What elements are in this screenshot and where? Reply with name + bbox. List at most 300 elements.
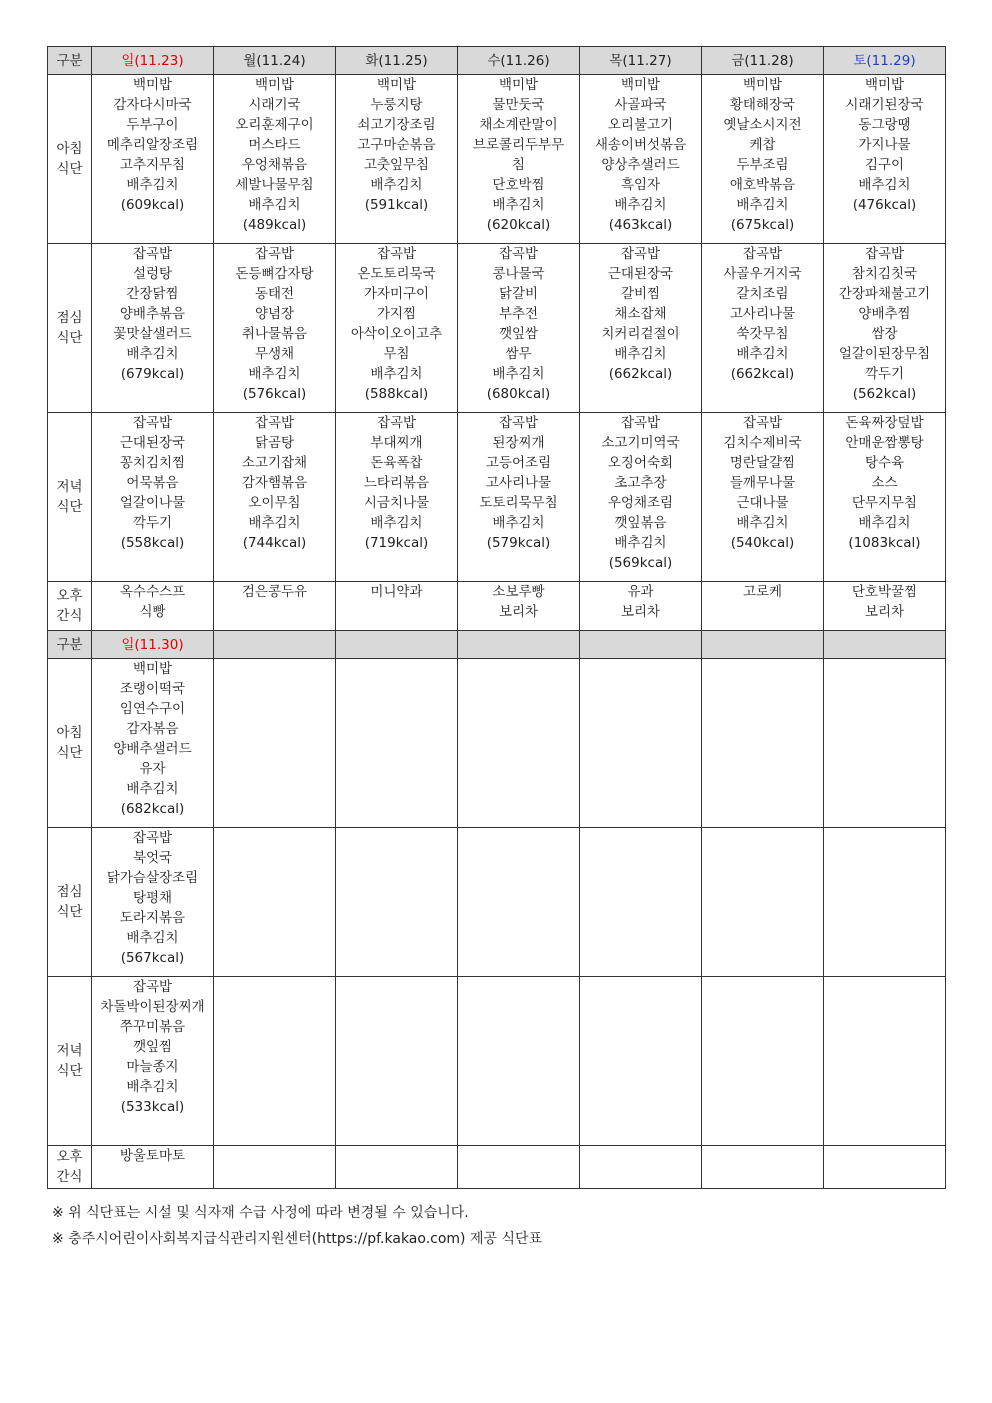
menu-item: 배추김치 [126, 1079, 179, 1095]
menu-item: 잡곡밥 [254, 246, 295, 262]
menu-item: 물만둣국 [492, 97, 545, 113]
menu-item: 꽁치김치찜 [119, 455, 186, 471]
breakfast-label [48, 659, 92, 828]
lunch-cell [92, 828, 214, 977]
snack-label [48, 582, 92, 631]
menu-item: 침 [511, 157, 526, 173]
menu-item: 양배추샐러드 [113, 741, 192, 757]
menu-item: (591kcal) [364, 197, 429, 213]
menu-item: 배추김치 [736, 515, 789, 531]
menu-item: 오이무침 [248, 495, 301, 511]
menu-item: 백미밥 [132, 77, 173, 93]
menu-item: 쌈무 [505, 346, 532, 362]
menu-item: (558kcal) [120, 535, 185, 551]
menu-item: 배추김치 [248, 197, 301, 213]
menu-item: (675kcal) [730, 217, 795, 233]
snack-cell [702, 582, 824, 631]
menu-item: 느타리볶음 [363, 475, 430, 491]
day-header: 화(11.25) [336, 47, 458, 75]
menu-item: 잡곡밥 [376, 415, 417, 431]
snack-cell-empty [580, 1146, 702, 1189]
menu-item: 쇠고기장조림 [357, 117, 436, 133]
day-header: 토(11.29) [824, 47, 946, 75]
menu-item: 잡곡밥 [376, 246, 417, 262]
dinner-label-line: 저녁 [56, 1043, 83, 1059]
breakfast-cell-empty [824, 659, 946, 828]
menu-item: 사골파국 [614, 97, 667, 113]
menu-item: 채소계란말이 [479, 117, 558, 133]
dinner-cell-empty [580, 977, 702, 1146]
menu-item: (533kcal) [120, 1099, 185, 1115]
week2-dinner-row [48, 977, 946, 1146]
week2-lunch-row [48, 828, 946, 977]
menu-item: 콩나물국 [492, 266, 545, 282]
week2-header-row [48, 631, 946, 659]
breakfast-label-line: 아침 [56, 141, 83, 157]
menu-item: 탕수육 [864, 455, 905, 471]
lunch-cell-empty [824, 828, 946, 977]
menu-item: 부대찌개 [370, 435, 423, 451]
menu-item: (569kcal) [608, 555, 673, 571]
menu-item: (540kcal) [730, 535, 795, 551]
note-change-notice: ※ 위 식단표는 시설 및 식자재 수급 사정에 따라 변경될 수 있습니다. [52, 1205, 469, 1221]
menu-item: 옛날소시지전 [723, 117, 802, 133]
menu-item: 잡곡밥 [498, 415, 539, 431]
menu-item: 동태전 [254, 286, 295, 302]
snack-cell-empty [336, 1146, 458, 1189]
menu-item: 메추리알장조림 [106, 137, 199, 153]
menu-item: 부추전 [498, 306, 539, 322]
menu-item: 배추김치 [614, 197, 667, 213]
breakfast-cell [824, 75, 946, 244]
menu-item: 유과 [627, 584, 654, 600]
menu-item: (476kcal) [852, 197, 917, 213]
day-header-empty [336, 631, 458, 659]
menu-item: 가자미구이 [363, 286, 430, 302]
menu-item: 양배추찜 [858, 306, 911, 322]
menu-item: 잡곡밥 [132, 979, 173, 995]
menu-item: 배추김치 [492, 197, 545, 213]
lunch-cell [92, 244, 214, 413]
menu-item: 두부조림 [736, 157, 789, 173]
menu-item: 김구이 [864, 157, 905, 173]
menu-item: 임연수구이 [119, 701, 186, 717]
menu-item: 잡곡밥 [742, 246, 783, 262]
menu-item: (682kcal) [120, 801, 185, 817]
dinner-label-line: 저녁 [56, 479, 83, 495]
lunch-cell [214, 244, 336, 413]
menu-item: 우엉채조림 [607, 495, 674, 511]
menu-item: 배추김치 [492, 515, 545, 531]
dinner-cell [214, 413, 336, 582]
menu-item: 닭가슴살장조림 [106, 870, 199, 886]
dinner-cell [702, 413, 824, 582]
footnotes [52, 1200, 542, 1252]
menu-item: 근대된장국 [119, 435, 186, 451]
breakfast-cell [580, 75, 702, 244]
dinner-cell-empty [458, 977, 580, 1146]
snack-cell-empty [458, 1146, 580, 1189]
dinner-cell [336, 413, 458, 582]
day-header-empty [580, 631, 702, 659]
division-label: 구분 [48, 47, 92, 75]
menu-item: 얼갈이나물 [119, 495, 186, 511]
menu-item: 깍두기 [132, 515, 173, 531]
menu-item: 배추김치 [736, 197, 789, 213]
menu-item: 도토리묵무침 [479, 495, 558, 511]
day-header: 금(11.28) [702, 47, 824, 75]
menu-item: 우엉채볶음 [241, 157, 308, 173]
dinner-label-line: 식단 [56, 499, 83, 515]
week1-lunch-row [48, 244, 946, 413]
menu-item: 설렁탕 [132, 266, 173, 282]
snack-cell [92, 1146, 214, 1189]
menu-item: 잡곡밥 [620, 415, 661, 431]
breakfast-cell-empty [458, 659, 580, 828]
dinner-cell [580, 413, 702, 582]
menu-item: 동그랑땡 [858, 117, 911, 133]
menu-item: 방울토마토 [119, 1148, 186, 1164]
menu-item: 배추김치 [858, 515, 911, 531]
breakfast-cell [92, 75, 214, 244]
menu-item: 잡곡밥 [620, 246, 661, 262]
week2-breakfast-row [48, 659, 946, 828]
lunch-cell-empty [580, 828, 702, 977]
menu-item: 잡곡밥 [498, 246, 539, 262]
snack-cell [214, 582, 336, 631]
menu-item: 양념장 [254, 306, 295, 322]
menu-item: 황태해장국 [729, 97, 796, 113]
menu-item: 백미밥 [376, 77, 417, 93]
lunch-cell-empty [214, 828, 336, 977]
menu-item: 탕평채 [132, 890, 173, 906]
menu-item: 오리불고기 [607, 117, 674, 133]
menu-item: 된장찌개 [492, 435, 545, 451]
menu-item: 가지찜 [376, 306, 417, 322]
dinner-label [48, 413, 92, 582]
menu-item: 쑥갓무침 [736, 326, 789, 342]
menu-item: 오징어숙회 [607, 455, 674, 471]
menu-item: 유자 [139, 761, 166, 777]
menu-item: 보리차 [620, 604, 661, 620]
menu-item: 갈치조림 [736, 286, 789, 302]
lunch-label [48, 828, 92, 977]
snack-cell-empty [824, 1146, 946, 1189]
menu-item: 배추김치 [614, 535, 667, 551]
menu-item: 닭곰탕 [254, 435, 295, 451]
breakfast-label-line: 식단 [56, 161, 83, 177]
menu-item: 김치수제비국 [723, 435, 802, 451]
menu-item: 깻잎볶음 [614, 515, 667, 531]
menu-item: 두부구이 [126, 117, 179, 133]
menu-item: (588kcal) [364, 386, 429, 402]
lunch-label-line: 점심 [56, 884, 83, 900]
menu-item: 배추김치 [248, 515, 301, 531]
menu-item: 조랭이떡국 [119, 681, 186, 697]
lunch-cell-empty [702, 828, 824, 977]
menu-item: 안매운짬뽕탕 [845, 435, 924, 451]
menu-item: 새송이버섯볶음 [594, 137, 687, 153]
menu-item: 무생채 [254, 346, 295, 362]
menu-item: 쌈장 [871, 326, 898, 342]
menu-item: 백미밥 [742, 77, 783, 93]
lunch-cell [824, 244, 946, 413]
dinner-cell-empty [336, 977, 458, 1146]
snack-cell [458, 582, 580, 631]
lunch-label-line: 점심 [56, 310, 83, 326]
week1-breakfast-row [48, 75, 946, 244]
week2-snack-row [48, 1146, 946, 1189]
menu-item: 시금치나물 [363, 495, 430, 511]
menu-item: (576kcal) [242, 386, 307, 402]
snack-cell-empty [702, 1146, 824, 1189]
breakfast-label-line: 아침 [56, 725, 83, 741]
menu-item: (620kcal) [486, 217, 551, 233]
snack-cell-empty [214, 1146, 336, 1189]
menu-item: 미니약과 [370, 584, 423, 600]
menu-item: 백미밥 [498, 77, 539, 93]
menu-item: 취나물볶음 [241, 326, 308, 342]
lunch-label-line: 식단 [56, 904, 83, 920]
menu-item: (680kcal) [486, 386, 551, 402]
menu-item: 단무지무침 [851, 495, 918, 511]
day-header: 일(11.23) [92, 47, 214, 75]
menu-item: 참치김칫국 [851, 266, 918, 282]
menu-item: 잡곡밥 [864, 246, 905, 262]
menu-item: 어묵볶음 [126, 475, 179, 491]
snack-label-line: 오후 [56, 1149, 83, 1165]
menu-item: 도라지볶음 [119, 910, 186, 926]
menu-item: 백미밥 [620, 77, 661, 93]
menu-item: 케찹 [749, 137, 776, 153]
menu-item: 깻잎찜 [132, 1039, 173, 1055]
menu-item: 돈육짜장덮밥 [845, 415, 924, 431]
note-source: ※ 충주시어린이사회복지급식관리지원센터(https://pf.kakao.com) 제공 식단표 [52, 1231, 543, 1247]
menu-item: 세발나물무침 [235, 177, 314, 193]
menu-item: (579kcal) [486, 535, 551, 551]
menu-item: (567kcal) [120, 950, 185, 966]
snack-label-line: 간식 [56, 608, 83, 624]
breakfast-cell-empty [336, 659, 458, 828]
menu-item: 돈육폭찹 [370, 455, 423, 471]
menu-item: 고로케 [742, 584, 783, 600]
menu-item: 단호박꿀찜 [851, 584, 918, 600]
menu-item: 고구마순볶음 [357, 137, 436, 153]
menu-item: 쭈꾸미볶음 [119, 1019, 186, 1035]
menu-item: 배추김치 [126, 781, 179, 797]
menu-item: 사골우거지국 [723, 266, 802, 282]
menu-item: 배추김치 [370, 366, 423, 382]
snack-cell [580, 582, 702, 631]
lunch-cell-empty [336, 828, 458, 977]
snack-cell [824, 582, 946, 631]
day-header-empty [702, 631, 824, 659]
menu-item: 소보루빵 [492, 584, 545, 600]
snack-label-line: 간식 [56, 1169, 83, 1185]
breakfast-cell [336, 75, 458, 244]
menu-item: (609kcal) [120, 197, 185, 213]
lunch-cell [458, 244, 580, 413]
dinner-cell [92, 413, 214, 582]
dinner-cell-empty [702, 977, 824, 1146]
menu-item: 양배추볶음 [119, 306, 186, 322]
menu-item: (562kcal) [852, 386, 917, 402]
menu-item: 소고기미역국 [601, 435, 680, 451]
menu-item: (719kcal) [364, 535, 429, 551]
menu-item: 시래기된장국 [845, 97, 924, 113]
menu-item: 무침 [383, 346, 410, 362]
menu-item: 감자햄볶음 [241, 475, 308, 491]
menu-item: 닭갈비 [498, 286, 539, 302]
menu-item: 초고추장 [614, 475, 667, 491]
dinner-cell [92, 977, 214, 1146]
menu-item: 브로콜리두부무 [472, 137, 565, 153]
menu-item: 배추김치 [126, 930, 179, 946]
menu-item: 돈등뼈감자탕 [235, 266, 314, 282]
lunch-cell [580, 244, 702, 413]
menu-item: 잡곡밥 [742, 415, 783, 431]
day-header-empty [214, 631, 336, 659]
division-label: 구분 [48, 631, 92, 659]
menu-item: 간장파채불고기 [838, 286, 931, 302]
menu-item: 오리훈제구이 [235, 117, 314, 133]
menu-item: 배추김치 [248, 366, 301, 382]
menu-item: 배추김치 [126, 177, 179, 193]
menu-item: 고등어조림 [485, 455, 552, 471]
menu-item: 머스타드 [248, 137, 301, 153]
menu-item: 감자다시마국 [113, 97, 192, 113]
day-header: 목(11.27) [580, 47, 702, 75]
menu-item: 채소잡채 [614, 306, 667, 322]
dinner-label [48, 977, 92, 1146]
breakfast-cell-empty [580, 659, 702, 828]
menu-item: 근대된장국 [607, 266, 674, 282]
menu-item: 감자볶음 [126, 721, 179, 737]
menu-item: 배추김치 [370, 515, 423, 531]
day-header: 수(11.26) [458, 47, 580, 75]
lunch-label [48, 244, 92, 413]
menu-item: 아삭이오이고추 [350, 326, 443, 342]
breakfast-cell [92, 659, 214, 828]
snack-label [48, 1146, 92, 1189]
menu-item: (679kcal) [120, 366, 185, 382]
dinner-label-line: 식단 [56, 1063, 83, 1079]
menu-item: 치커리겉절이 [601, 326, 680, 342]
snack-label-line: 오후 [56, 588, 83, 604]
dinner-cell-empty [214, 977, 336, 1146]
menu-item: (744kcal) [242, 535, 307, 551]
menu-item: 온도토리묵국 [357, 266, 436, 282]
menu-item: 배추김치 [736, 346, 789, 362]
menu-item: 차돌박이된장찌개 [100, 999, 205, 1015]
menu-item: 식빵 [139, 604, 166, 620]
meal-table [47, 46, 946, 1189]
menu-item: 근대나물 [736, 495, 789, 511]
menu-item: (463kcal) [608, 217, 673, 233]
menu-item: 명란달걀찜 [729, 455, 796, 471]
day-header: 월(11.24) [214, 47, 336, 75]
menu-item: 배추김치 [858, 177, 911, 193]
day-header: 일(11.30) [92, 631, 214, 659]
breakfast-label-line: 식단 [56, 745, 83, 761]
menu-item: 옥수수스프 [119, 584, 186, 600]
menu-item: 깍두기 [864, 366, 905, 382]
menu-item: 고춧잎무침 [363, 157, 430, 173]
menu-item: 얼갈이된장무침 [838, 346, 931, 362]
menu-item: 고사리나물 [729, 306, 796, 322]
week1-dinner-row [48, 413, 946, 582]
lunch-cell [336, 244, 458, 413]
breakfast-cell [458, 75, 580, 244]
breakfast-label [48, 75, 92, 244]
menu-item: 소고기잡채 [241, 455, 308, 471]
menu-item: 단호박찜 [492, 177, 545, 193]
menu-item: 검은콩두유 [241, 584, 308, 600]
menu-item: 잡곡밥 [254, 415, 295, 431]
menu-item: 백미밥 [254, 77, 295, 93]
menu-item: 보리차 [498, 604, 539, 620]
menu-item: 잡곡밥 [132, 415, 173, 431]
menu-item: 고추지무침 [119, 157, 186, 173]
week1-header-row [48, 47, 946, 75]
menu-item: 흑임자 [620, 177, 661, 193]
menu-item: 시래기국 [248, 97, 301, 113]
menu-item: 배추김치 [126, 346, 179, 362]
dinner-cell [824, 413, 946, 582]
day-header-empty [824, 631, 946, 659]
menu-item: (662kcal) [730, 366, 795, 382]
menu-item: 마늘종지 [126, 1059, 179, 1075]
dinner-cell [458, 413, 580, 582]
menu-item: (662kcal) [608, 366, 673, 382]
dinner-cell-empty [824, 977, 946, 1146]
menu-item: (1083kcal) [848, 535, 921, 551]
menu-item: 잡곡밥 [132, 246, 173, 262]
snack-cell [92, 582, 214, 631]
breakfast-cell [702, 75, 824, 244]
menu-item: 가지나물 [858, 137, 911, 153]
day-header-empty [458, 631, 580, 659]
menu-item: 고사리나물 [485, 475, 552, 491]
breakfast-cell-empty [214, 659, 336, 828]
week1-snack-row [48, 582, 946, 631]
menu-item: 잡곡밥 [132, 830, 173, 846]
menu-item: 애호박볶음 [729, 177, 796, 193]
menu-item: 들깨무나물 [729, 475, 796, 491]
menu-item: 배추김치 [614, 346, 667, 362]
menu-item: 양상추샐러드 [601, 157, 680, 173]
menu-item: 보리차 [864, 604, 905, 620]
menu-item: (489kcal) [242, 217, 307, 233]
menu-item: 북엇국 [132, 850, 173, 866]
menu-item: 꽃맛살샐러드 [113, 326, 192, 342]
menu-item: 배추김치 [370, 177, 423, 193]
breakfast-cell [214, 75, 336, 244]
lunch-label-line: 식단 [56, 330, 83, 346]
lunch-cell [702, 244, 824, 413]
menu-item: 백미밥 [864, 77, 905, 93]
menu-item: 간장닭찜 [126, 286, 179, 302]
menu-item: 깻잎쌈 [498, 326, 539, 342]
menu-item: 소스 [871, 475, 898, 491]
menu-item: 누룽지탕 [370, 97, 423, 113]
snack-cell [336, 582, 458, 631]
menu-item: 백미밥 [132, 661, 173, 677]
menu-item: 갈비찜 [620, 286, 661, 302]
lunch-cell-empty [458, 828, 580, 977]
breakfast-cell-empty [702, 659, 824, 828]
menu-item: 배추김치 [492, 366, 545, 382]
